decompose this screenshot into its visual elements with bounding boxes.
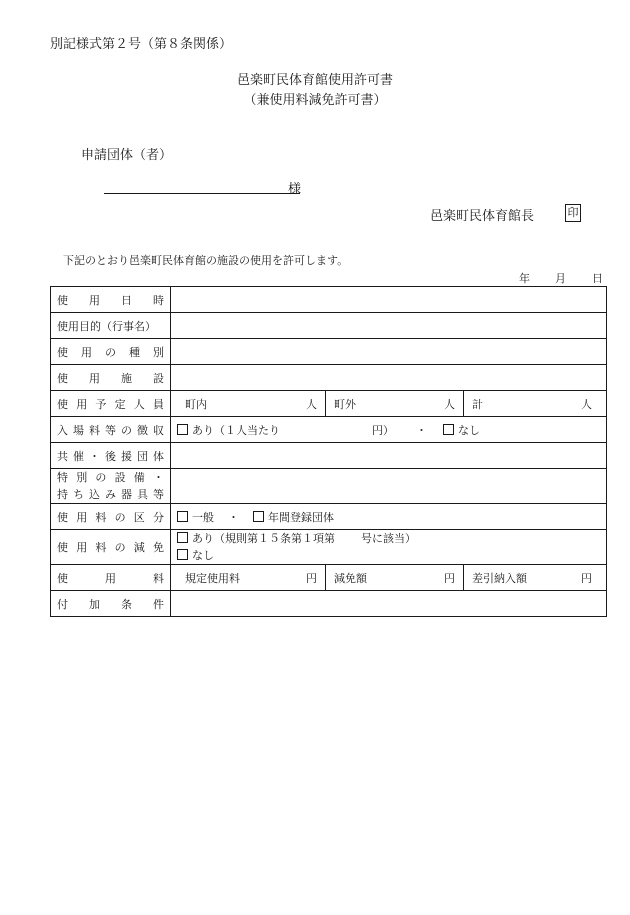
separator-dot: ・	[416, 423, 427, 437]
honorific: 様	[288, 182, 302, 197]
label-char: 場	[73, 423, 84, 437]
fee-standard[interactable]	[177, 565, 325, 590]
label-char: 用	[76, 541, 88, 554]
unit-label: 人	[444, 397, 455, 411]
label-facility	[51, 365, 171, 391]
admission-yes-checkbox[interactable]	[177, 424, 188, 435]
label-sponsor	[51, 443, 171, 469]
form-number: 別記様式第２号（第８条関係）	[50, 37, 233, 52]
label-char: 等	[105, 423, 116, 437]
label-char: 条	[121, 597, 132, 611]
yen-unit: 円	[581, 571, 592, 585]
label-char: 設	[114, 471, 126, 484]
row-sponsor	[51, 443, 607, 469]
row-admission	[51, 417, 607, 443]
label-char: 器	[121, 488, 132, 501]
label-char: 使	[57, 571, 68, 585]
permit-table	[50, 286, 607, 617]
value-facility[interactable]	[171, 365, 607, 391]
row-expected-people	[51, 391, 607, 417]
value-fee-reduction	[171, 530, 607, 565]
fee-payment-label: 差引納入額	[472, 571, 527, 585]
date-month-label: 月	[555, 272, 566, 285]
reduction-no-label: なし	[192, 549, 214, 562]
label-char: 催	[73, 449, 84, 463]
label-char: 定	[114, 397, 126, 411]
spread-text	[57, 539, 164, 555]
label-special-equipment	[51, 469, 171, 504]
seal-stamp: 印	[565, 204, 581, 222]
row-usage-datetime	[51, 287, 607, 313]
label-char: の	[121, 423, 132, 437]
spread-text	[57, 422, 164, 438]
label-char: 使	[57, 541, 68, 554]
reduction-yes-checkbox[interactable]	[177, 532, 188, 543]
label-char: 援	[121, 449, 132, 463]
row-purpose	[51, 313, 607, 339]
fee-annual-checkbox[interactable]	[253, 511, 264, 522]
label-char: 料	[95, 510, 107, 524]
label-char: 持	[57, 488, 68, 501]
fee-payment[interactable]	[463, 565, 600, 590]
row-special-equipment	[51, 469, 607, 504]
yen-unit: 円	[306, 571, 317, 585]
label-char: 使	[57, 510, 68, 524]
label-expected-people	[51, 391, 171, 417]
label-fee	[51, 565, 171, 591]
label-char: 後	[105, 449, 116, 463]
people-total[interactable]	[463, 391, 600, 416]
intro-text: 下記のとおり邑楽町民体育館の施設の使用を許可します。	[63, 254, 349, 267]
row-fee-category	[51, 504, 607, 530]
label-char: 込	[89, 488, 100, 501]
in-town-label: 町内	[185, 397, 207, 411]
value-fee-category	[171, 504, 607, 530]
reduction-yes-line	[177, 530, 600, 547]
people-out-town[interactable]	[325, 391, 463, 416]
fee-reduction-label: 減免額	[334, 571, 367, 585]
label-char: 日	[121, 293, 132, 307]
fee-general-label: 一般	[192, 510, 214, 524]
label-char: 等	[153, 488, 164, 501]
value-usage-datetime[interactable]	[171, 287, 607, 313]
label-char: 加	[89, 597, 100, 611]
label-fee-category	[51, 504, 171, 530]
value-admission	[171, 417, 607, 443]
spread-text	[57, 469, 164, 486]
document-subtitle: （兼使用料減免許可書）	[243, 93, 387, 108]
label-char: 区	[133, 510, 145, 524]
reduction-yes-label: あり（規則第１５条第１項第	[192, 532, 335, 545]
row-facility	[51, 365, 607, 391]
yen-unit: 円	[444, 571, 455, 585]
value-fee	[171, 565, 607, 591]
row-usage-type	[51, 339, 607, 365]
label-char: 施	[121, 371, 132, 385]
label-char: 時	[153, 293, 164, 307]
label-char: 予	[95, 397, 107, 411]
label-char: 用	[89, 293, 100, 307]
spread-text	[57, 396, 164, 412]
label-char: み	[105, 488, 116, 501]
label-char: 徴	[137, 423, 148, 437]
value-conditions[interactable]	[171, 591, 607, 617]
people-in-town[interactable]	[177, 391, 325, 416]
label-char: の	[114, 541, 126, 554]
applicant-label: 申請団体（者）	[81, 148, 173, 163]
fee-standard-label: 規定使用料	[185, 571, 240, 585]
spread-text	[57, 370, 164, 386]
label-char: 体	[153, 449, 164, 463]
reduction-no-checkbox[interactable]	[177, 549, 188, 560]
value-special-equipment[interactable]	[171, 469, 607, 504]
label-char: 分	[152, 510, 164, 524]
label-char: 特	[57, 471, 68, 484]
label-char: 設	[153, 371, 164, 385]
out-town-label: 町外	[334, 397, 356, 411]
label-char: ・	[89, 449, 100, 463]
spread-text	[57, 292, 164, 308]
label-char: 団	[137, 449, 148, 463]
fee-annual-label: 年間登録団体	[268, 510, 334, 524]
admission-yes-label: あり（１人当たり	[192, 423, 280, 437]
label-char: 用	[81, 345, 92, 359]
date-day-label: 日	[592, 272, 603, 285]
fee-cells	[177, 565, 600, 590]
label-char: 用	[76, 397, 88, 411]
label-fee-reduction	[51, 530, 171, 565]
fee-reduction-amount[interactable]	[325, 565, 463, 590]
spread-text	[57, 344, 164, 360]
label-char: 備	[133, 471, 145, 484]
label-usage-type	[51, 339, 171, 365]
label-char: 収	[153, 423, 164, 437]
applicant-name-line[interactable]	[104, 193, 300, 194]
label-char: 料	[153, 571, 164, 585]
label-char: 別	[76, 471, 88, 484]
row-conditions	[51, 591, 607, 617]
label-char: 用	[105, 571, 116, 585]
unit-label: 人	[581, 397, 592, 411]
label-char: 減	[133, 541, 145, 554]
value-sponsor[interactable]	[171, 443, 607, 469]
fee-general-checkbox[interactable]	[177, 511, 188, 522]
label-char: の	[95, 471, 107, 484]
label-char: の	[105, 345, 116, 359]
label-admission	[51, 417, 171, 443]
label-char: 具	[137, 488, 148, 501]
label-char: 用	[76, 510, 88, 524]
label-char: 員	[152, 397, 164, 411]
label-char: 付	[57, 597, 68, 611]
label-char: ち	[73, 488, 84, 501]
people-cells	[177, 391, 600, 416]
value-expected-people	[171, 391, 607, 417]
label-char: 種	[129, 345, 140, 359]
spread-text	[57, 486, 164, 503]
spread-text	[57, 448, 164, 464]
label-char: 料	[95, 541, 107, 554]
reduction-no-line	[177, 547, 600, 564]
unit-label: 人	[306, 397, 317, 411]
reduction-applies-label: 号に該当）	[361, 532, 416, 545]
value-usage-type[interactable]	[171, 339, 607, 365]
label-char: ・	[152, 471, 164, 484]
label-char: の	[114, 510, 126, 524]
label-char: 使	[57, 293, 68, 307]
label-char: 件	[153, 597, 164, 611]
value-purpose[interactable]	[171, 313, 607, 339]
label-char: 別	[153, 345, 164, 359]
total-label: 計	[472, 397, 483, 411]
document-title: 邑楽町民体育館使用許可書	[236, 73, 393, 88]
spread-text	[57, 570, 164, 586]
spread-text	[57, 509, 164, 525]
label-char: 人	[133, 397, 145, 411]
separator-dot: ・	[228, 510, 239, 524]
admission-yen-label: 円）	[372, 423, 394, 437]
label-conditions	[51, 591, 171, 617]
label-char: 料	[89, 423, 100, 437]
label-usage-datetime	[51, 287, 171, 313]
label-char: 免	[152, 541, 164, 554]
admission-no-checkbox[interactable]	[443, 424, 454, 435]
label-char: 使	[57, 345, 68, 359]
admission-no-label: なし	[458, 423, 480, 437]
row-fee	[51, 565, 607, 591]
row-fee-reduction	[51, 530, 607, 565]
label-char: 使	[57, 397, 68, 411]
spread-text	[57, 596, 164, 612]
label-char: 使	[57, 371, 68, 385]
label-char: 共	[57, 449, 68, 463]
date-year-label: 年	[519, 272, 530, 285]
label-char: 入	[57, 423, 68, 437]
label-char: 用	[89, 371, 100, 385]
label-purpose: 使用目的（行事名）	[51, 313, 171, 339]
issuer-title: 邑楽町民体育館長	[430, 209, 535, 224]
